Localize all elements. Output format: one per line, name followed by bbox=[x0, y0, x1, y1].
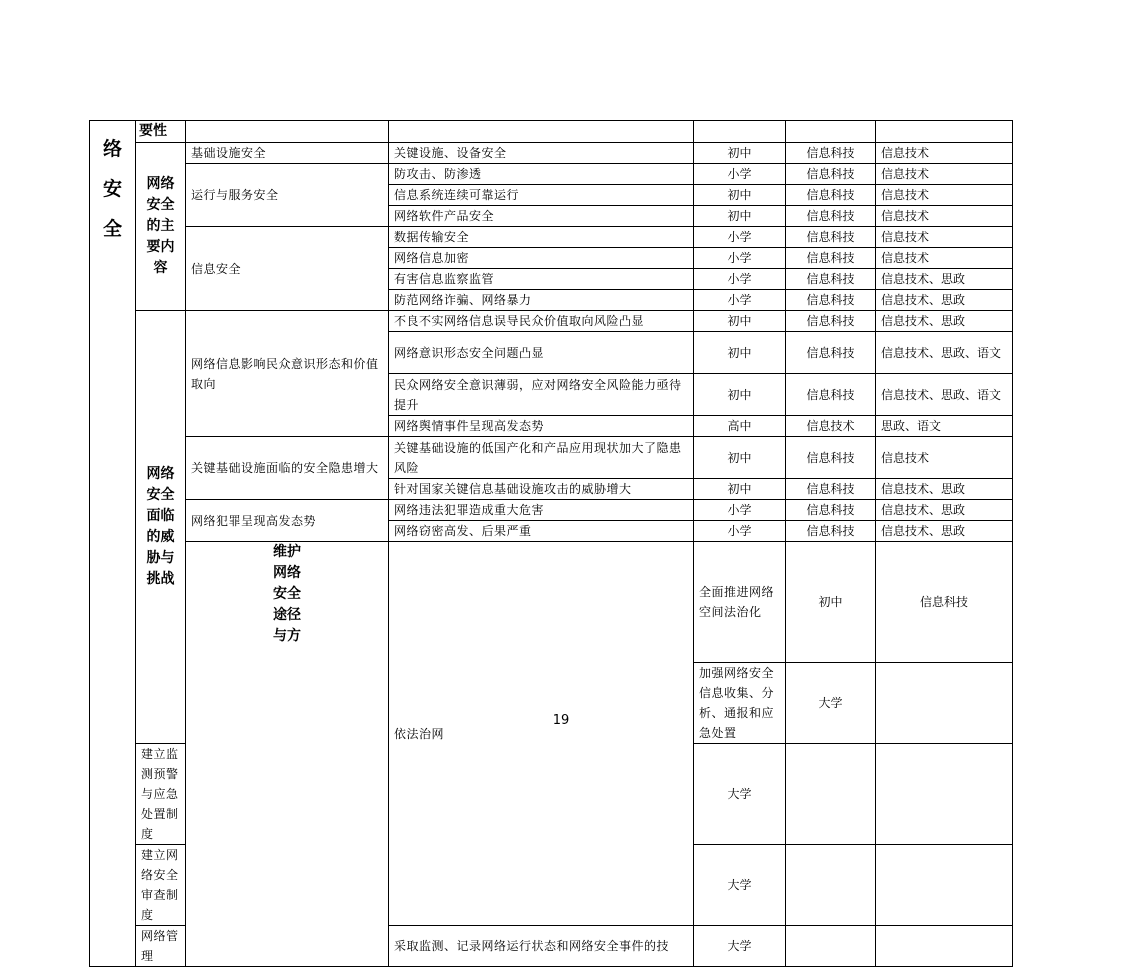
related-cell: 信息技术 bbox=[876, 143, 1013, 164]
group-cell: 网络信息影响民众意识形态和价值取向 bbox=[186, 311, 389, 437]
topic-cell: 不良不实网络信息误导民众价值取向风险凸显 bbox=[389, 311, 694, 332]
subject-cell: 信息技术 bbox=[786, 416, 876, 437]
subject-cell: 信息科技 bbox=[786, 311, 876, 332]
group-cell: 网络犯罪呈现高发态势 bbox=[186, 500, 389, 542]
level-cell: 初中 bbox=[694, 143, 786, 164]
topic-cell: 防范网络诈骗、网络暴力 bbox=[389, 290, 694, 311]
related-cell: 信息技术 bbox=[876, 227, 1013, 248]
level-cell: 初中 bbox=[694, 479, 786, 500]
section-column-title: 络 安 全 bbox=[90, 121, 136, 967]
level-cell: 小学 bbox=[694, 164, 786, 185]
related-cell: 信息技术、思政 bbox=[876, 269, 1013, 290]
subject-cell bbox=[786, 926, 876, 967]
subject-cell: 信息科技 bbox=[786, 500, 876, 521]
related-cell bbox=[876, 926, 1013, 967]
level-cell: 小学 bbox=[694, 269, 786, 290]
level-cell: 初中 bbox=[694, 311, 786, 332]
related-cell: 信息技术、思政 bbox=[876, 290, 1013, 311]
topic-cell: 建立网络安全审查制度 bbox=[136, 845, 186, 926]
header-label: 要性 bbox=[136, 121, 186, 143]
group-cell: 网络管理 bbox=[136, 926, 186, 967]
subject-cell: 信息科技 bbox=[786, 437, 876, 479]
related-cell: 信息技术、思政 bbox=[876, 311, 1013, 332]
section-title: 网络 安全 的主 要内 容 bbox=[136, 143, 186, 311]
related-cell bbox=[876, 845, 1013, 926]
level-cell: 大学 bbox=[694, 926, 786, 967]
topic-cell: 防攻击、防渗透 bbox=[389, 164, 694, 185]
related-cell: 信息技术、思政、语文 bbox=[876, 332, 1013, 374]
level-cell: 小学 bbox=[694, 521, 786, 542]
related-cell: 信息技术 bbox=[876, 185, 1013, 206]
topic-cell: 建立监测预警与应急处置制度 bbox=[136, 744, 186, 845]
subject-cell bbox=[786, 744, 876, 845]
related-cell: 思政、语文 bbox=[876, 416, 1013, 437]
page-number: 19 bbox=[552, 713, 570, 728]
level-cell: 初中 bbox=[694, 332, 786, 374]
topic-cell: 加强网络安全信息收集、分析、通报和应急处置 bbox=[694, 663, 786, 744]
related-cell: 信息技术、思政、语文 bbox=[876, 374, 1013, 416]
level-cell: 高中 bbox=[694, 416, 786, 437]
table-row bbox=[90, 311, 1013, 332]
subject-cell bbox=[786, 845, 876, 926]
related-cell bbox=[876, 744, 1013, 845]
table-row bbox=[90, 500, 1013, 521]
subject-cell: 信息科技 bbox=[786, 290, 876, 311]
topic-cell: 数据传输安全 bbox=[389, 227, 694, 248]
subject-cell: 信息科技 bbox=[786, 164, 876, 185]
group-cell: 基础设施安全 bbox=[186, 143, 389, 164]
related-cell: 信息技术、思政 bbox=[876, 500, 1013, 521]
related-cell: 信息技术 bbox=[876, 164, 1013, 185]
level-cell: 小学 bbox=[694, 290, 786, 311]
level-cell: 小学 bbox=[694, 248, 786, 269]
group-cell: 运行与服务安全 bbox=[186, 164, 389, 227]
section-title: 网络 安全 面临 的威 胁与 挑战 bbox=[136, 311, 186, 744]
topic-cell: 采取监测、记录网络运行状态和网络安全事件的技 bbox=[389, 926, 694, 967]
topic-cell: 网络信息加密 bbox=[389, 248, 694, 269]
content-table bbox=[89, 120, 1013, 967]
subject-cell: 信息科技 bbox=[786, 248, 876, 269]
level-cell: 大学 bbox=[694, 845, 786, 926]
topic-cell: 关键基础设施的低国产化和产品应用现状加大了隐患风险 bbox=[389, 437, 694, 479]
subject-cell: 信息科技 bbox=[876, 542, 1013, 663]
topic-cell: 信息系统连续可靠运行 bbox=[389, 185, 694, 206]
subject-cell: 信息科技 bbox=[786, 269, 876, 290]
subject-cell: 信息科技 bbox=[786, 143, 876, 164]
topic-cell: 关键设施、设备安全 bbox=[389, 143, 694, 164]
table-row bbox=[90, 437, 1013, 479]
topic-cell: 民众网络安全意识薄弱，应对网络安全风险能力亟待提升 bbox=[389, 374, 694, 416]
subject-cell: 信息科技 bbox=[786, 521, 876, 542]
section-title: 维护 网络 安全 途径 与方 bbox=[186, 542, 389, 967]
related-cell: 信息技术 bbox=[876, 206, 1013, 227]
level-cell: 初中 bbox=[694, 437, 786, 479]
related-cell: 信息技术 bbox=[876, 248, 1013, 269]
table-row-header bbox=[90, 121, 1013, 143]
group-cell: 依法治网 bbox=[389, 542, 694, 926]
table-row bbox=[90, 143, 1013, 164]
subject-cell: 信息科技 bbox=[786, 374, 876, 416]
topic-cell: 有害信息监察监管 bbox=[389, 269, 694, 290]
group-cell: 信息安全 bbox=[186, 227, 389, 311]
table-row bbox=[90, 227, 1013, 248]
group-cell: 关键基础设施面临的安全隐患增大 bbox=[186, 437, 389, 500]
subject-cell: 信息科技 bbox=[786, 185, 876, 206]
related-cell: 信息技术、思政 bbox=[876, 479, 1013, 500]
topic-cell: 网络违法犯罪造成重大危害 bbox=[389, 500, 694, 521]
topic-cell: 网络软件产品安全 bbox=[389, 206, 694, 227]
level-cell: 初中 bbox=[694, 374, 786, 416]
topic-cell: 网络窃密高发、后果严重 bbox=[389, 521, 694, 542]
level-cell: 大学 bbox=[694, 744, 786, 845]
topic-cell: 针对国家关键信息基础设施攻击的威胁增大 bbox=[389, 479, 694, 500]
level-cell: 初中 bbox=[694, 206, 786, 227]
subject-cell bbox=[876, 663, 1013, 744]
topic-cell: 网络意识形态安全问题凸显 bbox=[389, 332, 694, 374]
subject-cell: 信息科技 bbox=[786, 227, 876, 248]
subject-cell: 信息科技 bbox=[786, 479, 876, 500]
level-cell: 初中 bbox=[694, 185, 786, 206]
subject-cell: 信息科技 bbox=[786, 332, 876, 374]
table-row bbox=[90, 542, 1013, 663]
level-cell: 小学 bbox=[694, 500, 786, 521]
level-cell: 大学 bbox=[786, 663, 876, 744]
level-cell: 初中 bbox=[786, 542, 876, 663]
related-cell: 信息技术 bbox=[876, 437, 1013, 479]
level-cell: 小学 bbox=[694, 227, 786, 248]
topic-cell: 全面推进网络空间法治化 bbox=[694, 542, 786, 663]
topic-cell: 网络舆情事件呈现高发态势 bbox=[389, 416, 694, 437]
subject-cell: 信息科技 bbox=[786, 206, 876, 227]
table-row bbox=[90, 164, 1013, 185]
related-cell: 信息技术、思政 bbox=[876, 521, 1013, 542]
